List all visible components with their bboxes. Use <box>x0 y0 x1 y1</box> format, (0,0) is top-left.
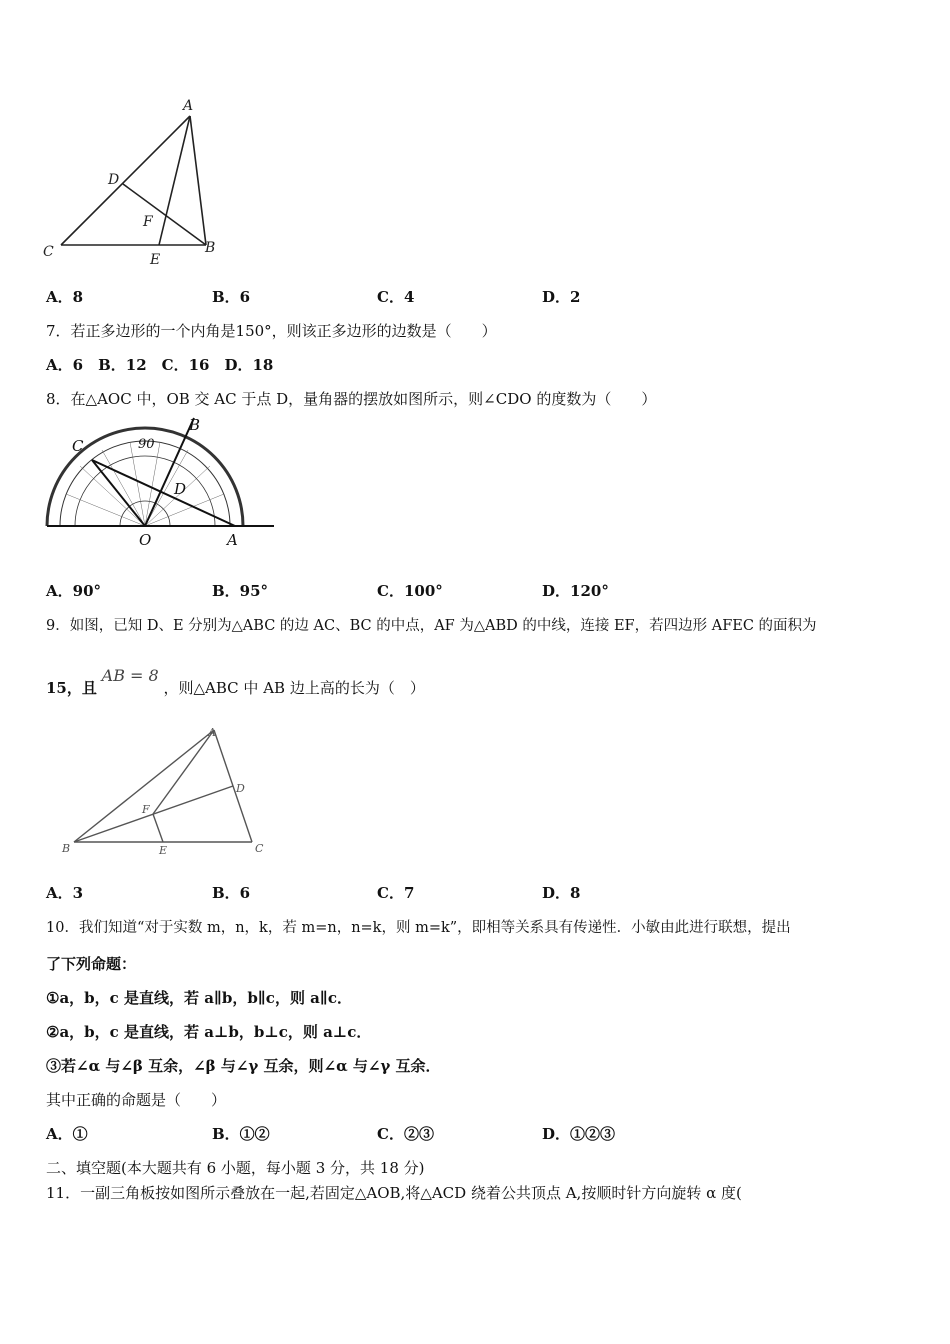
q9-stem-line1: 9．如图，已知 D、E 分别为△ABC 的边 AC、BC 的中点，AF 为△ABD 的中线，连接 EF，若四边形 AFEC 的面积为 <box>46 618 817 634</box>
fig1-label-c: C <box>43 244 54 260</box>
protractor-label-a: A <box>227 531 238 549</box>
q10-ask: 其中正确的命题是（ ） <box>46 1091 227 1109</box>
fig1-label-f: F <box>143 214 153 230</box>
q8-option-d: D．120° <box>542 582 609 600</box>
q10-stem-line2: 了下列命题： <box>46 955 137 973</box>
q9-option-d: D．8 <box>542 884 581 902</box>
q9-option-b: B．6 <box>212 884 251 902</box>
q9-option-c: C．7 <box>377 884 415 902</box>
q9-formula: AB = 8 <box>101 666 159 685</box>
section2-heading: 二、填空题(本大题共有 6 小题，每小题 3 分，共 18 分) <box>46 1159 425 1177</box>
fig1-side-ab <box>190 116 206 245</box>
fig1-label-e: E <box>150 252 161 268</box>
q9-label-f: F <box>142 803 150 816</box>
q10-option-c: C．②③ <box>377 1125 434 1143</box>
q7-options: A．6 B．12 C．16 D．18 <box>46 356 274 374</box>
fig1-segment-db <box>123 184 206 245</box>
q8-option-c: C．100° <box>377 582 443 600</box>
protractor-label-c: C <box>72 437 84 455</box>
q8-option-a: A．90° <box>46 582 102 600</box>
fig1-side-ca <box>61 116 190 245</box>
q10-option-d: D．①②③ <box>542 1125 616 1143</box>
q10-option-b: B．①② <box>212 1125 270 1143</box>
fig1-label-b: B <box>205 240 216 256</box>
triangle-figure-q9 <box>58 722 288 862</box>
q9-label-d: D <box>236 782 245 795</box>
q9-segment-fe <box>153 814 163 842</box>
fig1-label-d: D <box>108 172 120 188</box>
q10-stem-line1: 10．我们知道“对于实数 m，n，k，若 m=n，n=k，则 m=k”，即相等关系具有传递性．小敏由此进行联想，提出 <box>46 920 791 936</box>
q8-stem: 8．在△AOC 中，OB 交 AC 于点 D，量角器的摆放如图所示，则∠CDO 的度数为（ ） <box>46 390 657 408</box>
q10-option-a: A．① <box>46 1125 88 1143</box>
q6-option-c: C．4 <box>377 288 415 306</box>
q8-option-b: B．95° <box>212 582 269 600</box>
protractor-label-o: O <box>139 531 152 549</box>
protractor-segment-ca <box>92 460 235 526</box>
q9-label-a: A <box>208 726 216 739</box>
q9-stem-line2 <box>46 666 425 698</box>
q10-proposition-3: ③若∠α 与∠β 互余，∠β 与∠γ 互余，则∠α 与∠γ 互余． <box>46 1057 441 1075</box>
q9-stem-prefix: 15，且 <box>46 679 97 697</box>
q10-proposition-2: ②a，b，c 是直线，若 a⊥b，b⊥c，则 a⊥c． <box>46 1023 372 1041</box>
protractor-label-b: B <box>189 416 201 434</box>
triangle-figure-1 <box>40 98 230 268</box>
q9-option-a: A．3 <box>46 884 84 902</box>
q9-stem-suffix: ，则△ABC 中 AB 边上高的长为（ ） <box>163 679 425 697</box>
fig1-segment-ae <box>159 116 190 245</box>
protractor-segment-ob <box>145 418 194 526</box>
q6-option-d: D．2 <box>542 288 581 306</box>
protractor-label-d: D <box>174 480 187 498</box>
q6-option-a: A．8 <box>46 288 84 306</box>
q9-label-b: B <box>62 842 71 855</box>
q7-stem: 7．若正多边形的一个内角是150°，则该正多边形的边数是（ ） <box>46 322 497 340</box>
q9-side-ab <box>74 730 214 842</box>
protractor-label-90: 90 <box>138 437 155 452</box>
fig1-label-a: A <box>183 98 194 114</box>
q6-option-b: B．6 <box>212 288 251 306</box>
protractor-segment-oc <box>92 460 145 526</box>
q11-stem: 11．一副三角板按如图所示叠放在一起,若固定△AOB,将△ACD 绕着公共顶点 A,按顺时针方向旋转 α 度( <box>46 1184 742 1202</box>
q9-label-e: E <box>159 844 168 857</box>
q9-label-c: C <box>255 842 264 855</box>
q10-proposition-1: ①a，b，c 是直线，若 a∥b，b∥c，则 a∥c． <box>46 989 352 1007</box>
protractor-figure <box>42 414 282 554</box>
